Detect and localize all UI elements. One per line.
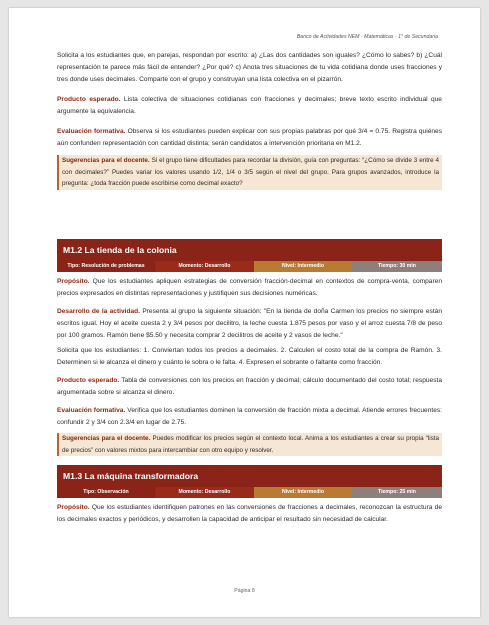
module-title: M1.2 La tienda de la colonia [57,239,442,261]
producto-paragraph [57,375,442,399]
sugerencias-label: Sugerencias para el docente. [62,157,150,164]
tiempo-badge: Tiempo: 30 min [352,261,442,272]
module-m12 [57,239,442,456]
module-m13 [57,465,442,526]
tipo-badge: Tipo: Resolución de problemas [57,261,155,272]
proposito-label: Propósito. [57,278,90,285]
producto-label: Producto esperado. [57,96,121,103]
proposito-paragraph [57,276,442,300]
momento-badge: Momento: Desarrollo [155,261,254,272]
sugerencias-box [57,155,442,190]
desarrollo-text: Presenta al grupo la siguiente situación: "En la tienda de doña Carmen los precios no siempre están escritos igual. Hoy el aceite cuesta 2 y 3/4 pesos por decilitro, la leche cuesta 1.875 pesos por vaso y el arroz cuesta 7/8 de peso por 100 gramos. Ramón tiene $5.50 y necesita comprar 2 decilitros de aceite y 2 vasos de leche." [57,308,442,339]
nivel-badge: Nivel: Intermedio [254,261,352,272]
tiempo-badge: Tiempo: 25 min [352,487,442,498]
document-page [9,8,480,617]
sugerencias-text: Si el grupo tiene dificultades para recordar la división, guía con preguntas: “¿Cómo se divide 3 entre 4 con decimales?” Puedes variar los valores usando 1/2, 1/4 o 3/5 según el nivel del grupo. Para grupos avanzados, introduce la pregunta: ¿toda fracción puede escribirse como decimal exacto? [62,157,439,187]
evaluacion-text: Observa si los estudiantes pueden explicar con sus propias palabras por qué 3/4 = 0.75. Registra quiénes aún confunden representación con cantidad distinta; serán candidatos a intervención prioritaria en M1.2. [57,128,442,147]
producto-label: Producto esperado. [57,377,120,384]
intro-paragraph: Solicita a los estudiantes que, en parejas, respondan por escrito: a) ¿Las dos cantidades son iguales? ¿Cómo lo sabes? b) ¿Cuál representación te parece más fácil de entender? ¿Por qué? c) Anota tres situaciones de tu vida cotidiana donde uses fracciones y tres donde uses decimales. Comparte con el grupo y construyan una lista colectiva en el pizarrón. [57,52,442,83]
page-number: Página 8 [234,588,255,594]
desarrollo-label: Desarrollo de la actividad. [57,308,141,315]
tipo-badge: Tipo: Observación [57,487,155,498]
proposito-paragraph [57,502,442,526]
proposito-text: Que los estudiantes apliquen estrategias de conversión fracción-decimal en contextos de compra-venta, comparen precios expresados en distintas representaciones y justifiquen sus decisiones numéricas. [57,278,442,297]
running-header: Banco de Actividades NEM · Matemáticas · 1° de Secundaria [296,34,438,40]
module-meta-bar [57,261,442,272]
module-title: M1.3 La máquina transformadora [57,465,442,487]
producto-paragraph [57,94,442,118]
solicita-paragraph: Solicita que los estudiantes: 1. Conviertan todos los precios a decimales. 2. Calculen el costo total de la compra de Ramón. 3. Determinen si le alcanza el dinero y cuánto le sobra o le falta. 4. Expresen el sobrante o faltante como fracción. [57,347,442,366]
evaluacion-label: Evaluación formativa. [57,407,126,414]
sugerencias-label: Sugerencias para el docente. [62,435,151,442]
top-section [57,50,442,190]
evaluacion-text: Verifica que los estudiantes dominen la conversión de fracción mixta a decimal. Atiende errores frecuentes: confundir 2 y 3/4 con 2.3/4 en lugar de 2.75. [57,407,442,426]
evaluacion-paragraph [57,126,442,150]
momento-badge: Momento: Desarrollo [155,487,254,498]
producto-text: Tabla de conversiones con los precios en fracción y decimal; cálculo documentado del costo total; respuesta argumentada sobre si alcanza el dinero. [57,377,442,396]
proposito-text: Que los estudiantes identifiquen patrones en las conversiones de fracciones a decimales, reconozcan la estructura de los decimales exactos y periódicos, y desarrollen la capacidad de anticipar el resultado sin necesidad de calcular. [57,504,442,523]
desarrollo-paragraph [57,306,442,342]
module-meta-bar [57,487,442,498]
sugerencias-text: Puedes modificar los precios según el contexto local. Anima a los estudiantes a crear su propia “lista de precios” con valores mixtos para intercambiar con otro equipo y resolver. [62,435,439,454]
nivel-badge: Nivel: Intermedio [254,487,352,498]
producto-text: Lista colectiva de situaciones cotidianas con fracciones y decimales; breve texto escrito individual que argumente la equivalencia. [57,96,442,115]
evaluacion-paragraph [57,405,442,429]
proposito-label: Propósito. [57,504,90,511]
evaluacion-label: Evaluación formativa. [57,128,126,135]
sugerencias-box [57,433,442,456]
